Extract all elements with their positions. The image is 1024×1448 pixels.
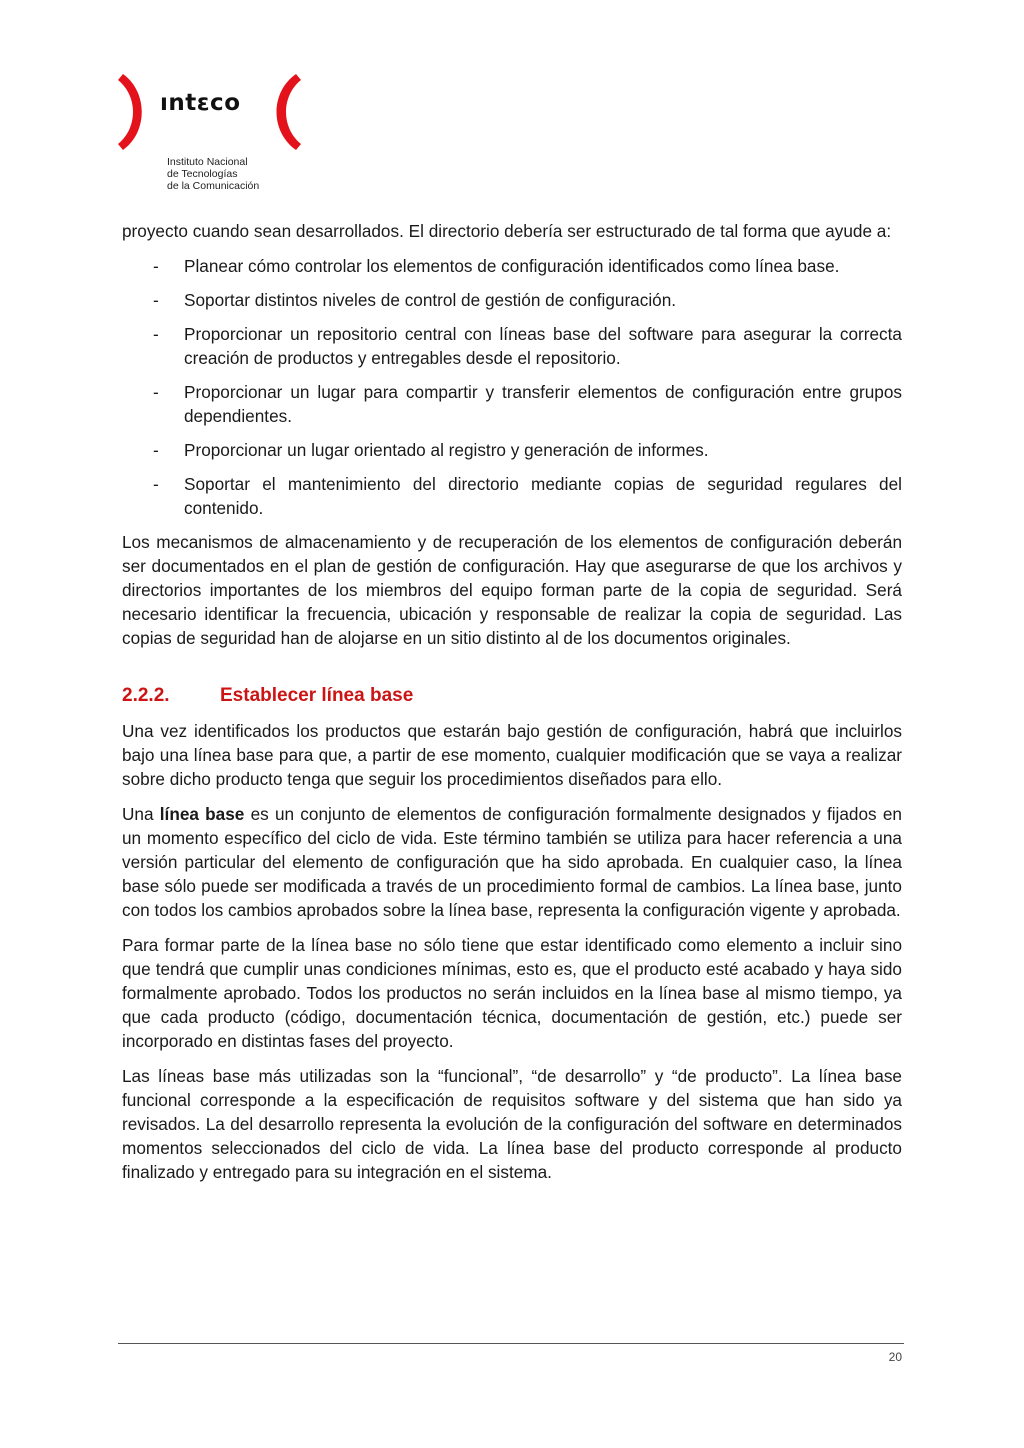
list-item [122,288,902,312]
section-title: Establecer línea base [220,685,414,706]
bullet-list [122,254,902,520]
mechanisms-paragraph: Los mecanismos de almacenamiento y de recuperación de los elementos de configuración deberán ser documentados en el plan de gestión de configuración. Hay que asegurarse de que los archivos y directorios importantes de los miembros del equipo forman parte de la copia de seguridad. Será necesario identificar la frecuencia, ubicación y responsable de realizar la copia de seguridad. Las copias de seguridad han de alojarse en un sitio distinto al de los documentos originales. [122,532,902,648]
bold-term: línea base [159,804,245,824]
document-body [122,219,902,1195]
page-number: 20 [888,1350,902,1364]
section-number: 2.2.2. [122,685,170,706]
list-item [122,322,902,370]
list-item [122,380,902,428]
list-item-text: Proporcionar un lugar orientado al registro y generación de informes. [184,440,709,460]
dash-bullet: - [153,256,159,276]
logo-subtitle-line: Instituto Nacional [167,156,248,168]
dash-bullet: - [153,474,159,494]
intro-paragraph: proyecto cuando sean desarrollados. El directorio debería ser estructurado de tal forma que ayude a: [122,221,892,241]
list-item [122,438,902,462]
inteco-logo [118,70,308,195]
logo-subtitle [167,156,259,193]
dash-bullet: - [153,382,159,402]
list-item-text: Planear cómo controlar los elementos de configuración identificados como línea base. [184,256,840,276]
section-heading [122,683,902,709]
footer-divider [118,1343,904,1344]
body-paragraph: Las líneas base más utilizadas son la “funcional”, “de desarrollo” y “de producto”. La línea base funcional corresponde a la especificación de requisitos software y del sistema que han sido ya revisados. La del desarrollo representa la evolución de la configuración del software en determinados momentos seleccionados del ciclo de vida. La línea base del producto corresponde al producto finalizado y entregado para su integración en el sistema. [122,1066,902,1182]
list-item-text: Soportar distintos niveles de control de gestión de configuración. [184,290,677,310]
list-item [122,472,902,520]
logo-wordmark: ıntεco [160,90,241,116]
paragraph-lead: Una [122,804,160,824]
logo-subtitle-line: de Tecnologías [167,168,238,181]
list-item-text: Proporcionar un repositorio central con líneas base del software para asegurar la correcta creación de productos y entregables desde el repositorio. [184,324,902,368]
baseline-definition-paragraph [122,802,902,922]
body-paragraph: Una vez identificados los productos que estarán bajo gestión de configuración, habrá que incluirlos bajo una línea base para que, a partir de ese momento, cualquier modificación que se vaya a realizar sobre dicho producto tenga que seguir los procedimientos diseñados para ello. [122,721,902,789]
list-item [122,254,902,278]
paragraph-rest: es un conjunto de elementos de configuración formalmente designados y fijados en un momento específico del ciclo de vida. Este término también se utiliza para hacer referencia a una versión particular del elemento de configuración que ha sido aprobada. En cualquier caso, la línea base sólo puede ser modificada a través de un procedimiento formal de cambios. La línea base, junto con todos los cambios aprobados sobre la línea base, representa la configuración vigente y aprobada. [122,804,902,920]
logo-subtitle-line: de la Comunicación [167,180,260,193]
dash-bullet: - [153,440,159,460]
dash-bullet: - [153,324,159,344]
list-item-text: Soportar el mantenimiento del directorio mediante copias de seguridad regulares del contenido. [184,474,902,518]
body-paragraph: Para formar parte de la línea base no sólo tiene que estar identificado como elemento a incluir sino que tendrá que cumplir unas condiciones mínimas, esto es, que el producto esté acabado y haya sido formalmente aprobado. Todos los productos no serán incluidos en la línea base al mismo tiempo, ya que cada producto (código, documentación técnica, documentación de gestión, etc.) puede ser incorporado en distintas fases del proyecto. [122,935,902,1051]
list-item-text: Proporcionar un lugar para compartir y transferir elementos de configuración entre grupos dependientes. [184,382,902,426]
dash-bullet: - [153,290,159,310]
